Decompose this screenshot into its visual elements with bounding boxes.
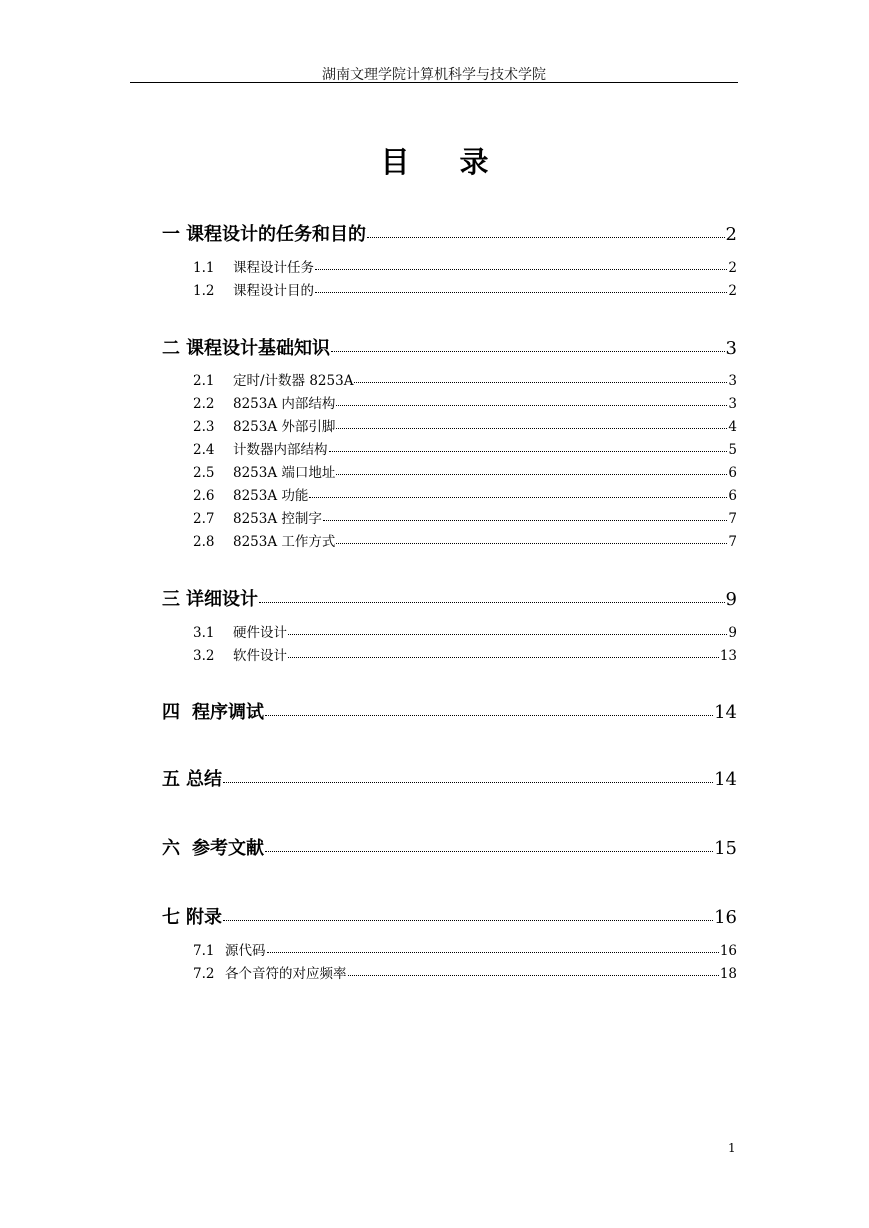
toc-entry-label: 计数器内部结构 bbox=[233, 442, 328, 458]
toc-entry-number: 三 bbox=[162, 589, 180, 610]
dot-leader bbox=[348, 975, 719, 976]
toc-entry-number: 四 bbox=[162, 702, 180, 723]
toc-entry-3-1[interactable] bbox=[193, 621, 737, 641]
toc-entry-page: 6 bbox=[728, 465, 737, 481]
dot-leader bbox=[265, 851, 713, 852]
toc-entry-page: 13 bbox=[719, 648, 737, 664]
toc-entry-number: 1.2 bbox=[193, 283, 215, 299]
toc-entry-2-8[interactable] bbox=[193, 530, 737, 550]
toc-entry-label: 源代码 bbox=[225, 943, 266, 959]
toc-entry-2-1[interactable] bbox=[193, 369, 737, 389]
toc-entry-3-2[interactable] bbox=[193, 644, 737, 664]
toc-entry-label: 总结 bbox=[186, 769, 222, 790]
dot-leader bbox=[367, 237, 725, 238]
header-divider bbox=[130, 82, 738, 83]
toc-entry-page: 7 bbox=[728, 534, 737, 550]
dot-leader bbox=[336, 543, 727, 544]
dot-leader bbox=[288, 634, 727, 635]
toc-entry-page: 3 bbox=[725, 338, 737, 359]
toc-entry-number: 2.6 bbox=[193, 488, 215, 504]
dot-leader bbox=[329, 451, 728, 452]
toc-entry-number: 2.4 bbox=[193, 442, 215, 458]
toc-entry-number: 7.2 bbox=[193, 966, 215, 982]
toc-entry-2-6[interactable] bbox=[193, 484, 737, 504]
toc-entry-2-2[interactable] bbox=[193, 392, 737, 412]
toc-entry-label: 详细设计 bbox=[186, 589, 258, 610]
toc-entry-number: 2.1 bbox=[193, 373, 215, 389]
toc-entry-section-7[interactable] bbox=[162, 903, 737, 929]
dot-leader bbox=[336, 428, 727, 429]
toc-entry-1-1[interactable] bbox=[193, 256, 737, 276]
toc-entry-page: 2 bbox=[728, 283, 737, 299]
dot-leader bbox=[315, 292, 727, 293]
toc-entry-number: 2.2 bbox=[193, 396, 215, 412]
toc-entry-page: 15 bbox=[714, 838, 737, 859]
toc-entry-2-4[interactable] bbox=[193, 438, 737, 458]
toc-entry-label: 课程设计任务 bbox=[233, 260, 314, 276]
toc-entry-section-4[interactable] bbox=[162, 698, 737, 724]
toc-entry-number: 2.5 bbox=[193, 465, 215, 481]
toc-entry-7-1[interactable] bbox=[193, 939, 737, 959]
toc-entry-number: 七 bbox=[162, 907, 180, 928]
toc-entry-label: 课程设计目的 bbox=[233, 283, 314, 299]
toc-entry-2-7[interactable] bbox=[193, 507, 737, 527]
toc-title: 目录 bbox=[380, 145, 539, 179]
toc-entry-label: 硬件设计 bbox=[233, 625, 287, 641]
toc-entry-number: 五 bbox=[162, 769, 180, 790]
toc-entry-page: 4 bbox=[728, 419, 737, 435]
toc-entry-number: 一 bbox=[162, 224, 180, 245]
dot-leader bbox=[323, 520, 728, 521]
toc-entry-number: 2.7 bbox=[193, 511, 215, 527]
toc-entry-page: 7 bbox=[728, 511, 737, 527]
toc-entry-number: 二 bbox=[162, 338, 180, 359]
dot-leader bbox=[223, 782, 713, 783]
page-header: 湖南文理学院计算机科学与技术学院 bbox=[322, 67, 546, 83]
toc-entry-section-1[interactable] bbox=[162, 220, 737, 246]
dot-leader bbox=[309, 497, 727, 498]
dot-leader bbox=[336, 474, 727, 475]
toc-entry-section-3[interactable] bbox=[162, 585, 737, 611]
toc-entry-page: 9 bbox=[725, 589, 737, 610]
toc-entry-label: 参考文献 bbox=[192, 838, 264, 859]
dot-leader bbox=[315, 269, 727, 270]
toc-entry-label: 8253A 控制字 bbox=[233, 511, 322, 527]
dot-leader bbox=[336, 405, 727, 406]
toc-entry-page: 16 bbox=[719, 943, 737, 959]
toc-entry-label: 程序调试 bbox=[192, 702, 264, 723]
dot-leader bbox=[259, 602, 725, 603]
dot-leader bbox=[223, 920, 713, 921]
dot-leader bbox=[265, 715, 713, 716]
toc-entry-2-5[interactable] bbox=[193, 461, 737, 481]
toc-entry-page: 2 bbox=[725, 224, 737, 245]
toc-entry-section-2[interactable] bbox=[162, 334, 737, 360]
toc-entry-7-2[interactable] bbox=[193, 962, 737, 982]
toc-entry-page: 5 bbox=[728, 442, 737, 458]
toc-entry-label: 8253A 端口地址 bbox=[233, 465, 336, 481]
toc-entry-number: 1.1 bbox=[193, 260, 215, 276]
toc-entry-label: 课程设计的任务和目的 bbox=[186, 224, 366, 245]
toc-entry-page: 9 bbox=[728, 625, 737, 641]
toc-entry-label: 8253A 工作方式 bbox=[233, 534, 336, 550]
toc-entry-label: 课程设计基础知识 bbox=[186, 338, 330, 359]
toc-entry-number: 2.3 bbox=[193, 419, 215, 435]
toc-entry-section-6[interactable] bbox=[162, 834, 737, 860]
toc-entry-number: 六 bbox=[162, 838, 180, 859]
toc-entry-page: 2 bbox=[728, 260, 737, 276]
dot-leader bbox=[331, 351, 725, 352]
page-number: 1 bbox=[728, 1141, 736, 1155]
toc-entry-2-3[interactable] bbox=[193, 415, 737, 435]
toc-entry-label: 定时/计数器 8253A bbox=[233, 373, 354, 389]
toc-entry-page: 14 bbox=[714, 769, 737, 790]
toc-entry-page: 14 bbox=[714, 702, 737, 723]
toc-entry-page: 3 bbox=[728, 373, 737, 389]
toc-entry-number: 7.1 bbox=[193, 943, 215, 959]
toc-entry-label: 8253A 外部引脚 bbox=[233, 419, 336, 435]
toc-entry-label: 软件设计 bbox=[233, 648, 287, 664]
toc-entry-1-2[interactable] bbox=[193, 279, 737, 299]
toc-entry-page: 18 bbox=[719, 966, 737, 982]
toc-entry-page: 6 bbox=[728, 488, 737, 504]
toc-entry-label: 附录 bbox=[186, 907, 222, 928]
toc-entry-label: 8253A 功能 bbox=[233, 488, 309, 504]
toc-entry-number: 2.8 bbox=[193, 534, 215, 550]
toc-entry-label: 各个音符的对应频率 bbox=[225, 966, 347, 982]
toc-entry-page: 3 bbox=[728, 396, 737, 412]
dot-leader bbox=[288, 657, 719, 658]
toc-entry-number: 3.2 bbox=[193, 648, 215, 664]
toc-entry-number: 3.1 bbox=[193, 625, 215, 641]
toc-entry-label: 8253A 内部结构 bbox=[233, 396, 336, 412]
dot-leader bbox=[354, 382, 727, 383]
toc-entry-page: 16 bbox=[714, 907, 737, 928]
toc-entry-section-5[interactable] bbox=[162, 765, 737, 791]
dot-leader bbox=[267, 952, 719, 953]
